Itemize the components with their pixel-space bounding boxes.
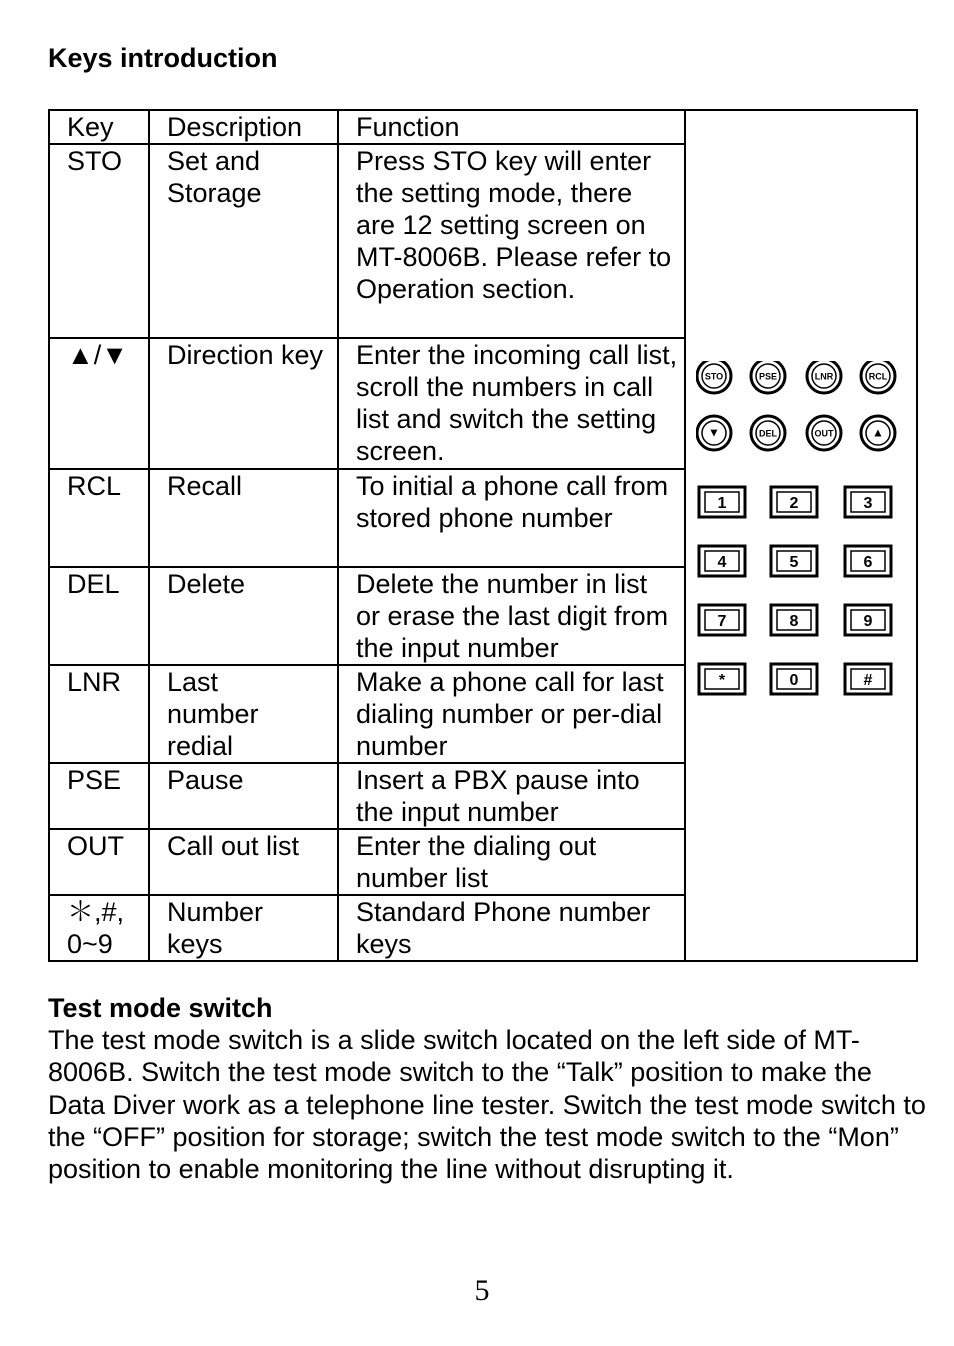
keypad-number-key-12: [845, 664, 891, 694]
key-cell: ▲/▼: [49, 338, 149, 469]
svg-text:8: 8: [789, 612, 799, 630]
header-description: Description: [149, 110, 338, 144]
key-cell: RCL: [49, 469, 149, 567]
svg-text:7: 7: [717, 612, 727, 630]
svg-text:LNR: LNR: [814, 371, 834, 381]
keypad-number-key-8: [771, 605, 817, 635]
keypad-number-key-5: [771, 546, 817, 576]
key-cell: DEL: [49, 567, 149, 665]
svg-text:▼: ▼: [708, 425, 720, 439]
keypad-number-key-2: [771, 487, 817, 517]
keypad-number-key-10: [699, 664, 745, 694]
header-function: Function: [338, 110, 685, 144]
function-cell: Standard Phone number keys: [338, 895, 685, 961]
svg-text:9: 9: [863, 612, 873, 630]
svg-text:OUT: OUT: [814, 428, 834, 438]
key-cell: LNR: [49, 665, 149, 763]
svg-text:#: #: [863, 671, 873, 689]
description-cell: Direction key: [149, 338, 338, 469]
test-mode-paragraph: The test mode switch is a slide switch located on the left side of MT-8006B. Switch the test mode switch to the “Talk” position to make the Data Diver work as a telephone line tester. Switch the test mode switch to the “OFF” position for storage; switch the test mode switch to the “Mon” position to enable monitoring the line without disrupting it.: [48, 1025, 926, 1185]
svg-text:3: 3: [863, 494, 873, 512]
keypad-round-key-3: [807, 361, 841, 393]
function-cell: Press STO key will enter the setting mode, there are 12 setting screen on MT-8006B. Please refer to Operation section.: [338, 144, 685, 338]
keypad-number-key-6: [845, 546, 891, 576]
svg-text:5: 5: [789, 553, 799, 571]
keys-table: [48, 109, 918, 962]
keypad-number-key-3: [845, 487, 891, 517]
keypad-round-key-5: [697, 416, 731, 450]
function-cell: Make a phone call for last dialing number or per-dial number: [338, 665, 685, 763]
keypad-number-key-9: [845, 605, 891, 635]
svg-text:1: 1: [717, 494, 727, 512]
keypad-number-key-11: [771, 664, 817, 694]
keypad-number-key-4: [699, 546, 745, 576]
svg-text:*: *: [718, 671, 726, 689]
description-cell: Number keys: [149, 895, 338, 961]
header-key: Key: [49, 110, 149, 144]
keypad-round-key-2: [751, 361, 785, 393]
description-cell: Delete: [149, 567, 338, 665]
description-cell: Recall: [149, 469, 338, 567]
key-cell: ＊,#, 0~9: [49, 895, 149, 961]
svg-text:DEL: DEL: [759, 428, 777, 438]
function-cell: Enter the incoming call list, scroll the numbers in call list and switch the setting screen.: [338, 338, 685, 469]
svg-text:6: 6: [863, 553, 873, 571]
keypad-round-key-7: [807, 416, 841, 450]
svg-text:PSE: PSE: [758, 371, 778, 381]
svg-text:RCL: RCL: [868, 371, 888, 381]
keypad-round-key-8: [861, 416, 895, 450]
key-cell: OUT: [49, 829, 149, 895]
table-header-row: [49, 110, 917, 144]
page-number: 5: [474, 1274, 490, 1307]
key-cell: STO: [49, 144, 149, 338]
description-cell: Pause: [149, 763, 338, 829]
keypad-number-key-1: [699, 487, 745, 517]
svg-text:0: 0: [789, 671, 799, 689]
svg-text:4: 4: [717, 553, 727, 571]
keypad-image-cell: [685, 110, 917, 961]
function-cell: To initial a phone call from stored phone number: [338, 469, 685, 567]
function-cell: Insert a PBX pause into the input number: [338, 763, 685, 829]
function-cell: Delete the number in list or erase the last digit from the input number: [338, 567, 685, 665]
description-cell: Set and Storage: [149, 144, 338, 338]
keypad-number-key-7: [699, 605, 745, 635]
description-cell: Call out list: [149, 829, 338, 895]
keypad-figure: [696, 361, 906, 711]
section-title: Keys introduction: [48, 43, 278, 73]
svg-text:▲: ▲: [872, 425, 884, 439]
keypad-round-key-4: [861, 361, 895, 393]
svg-text:STO: STO: [704, 371, 724, 381]
keypad-round-key-1: [697, 361, 731, 393]
function-cell: Enter the dialing out number list: [338, 829, 685, 895]
keypad-round-key-6: [751, 416, 785, 450]
key-cell: PSE: [49, 763, 149, 829]
svg-text:2: 2: [789, 494, 799, 512]
test-mode-title: Test mode switch: [48, 993, 273, 1023]
description-cell: Last number redial: [149, 665, 338, 763]
